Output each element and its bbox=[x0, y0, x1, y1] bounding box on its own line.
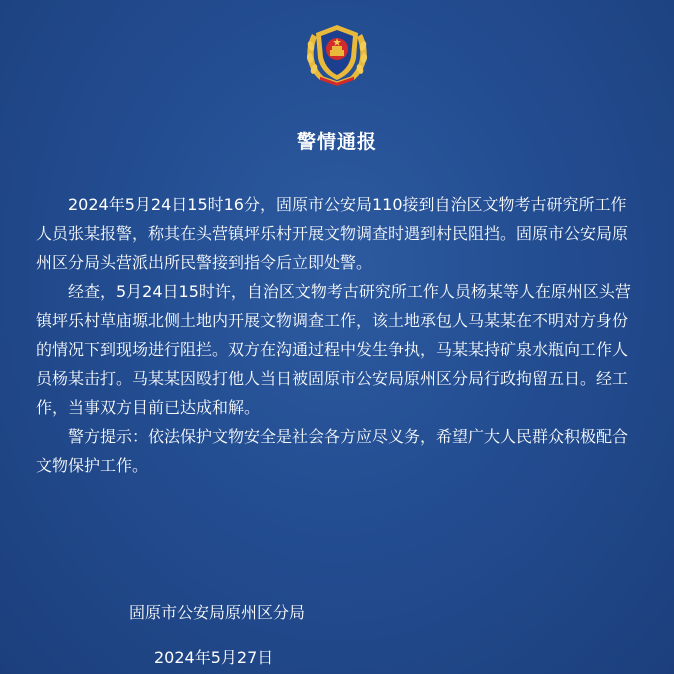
issuer-signature: 固原市公安局原州区分局 bbox=[129, 603, 306, 622]
notice-paragraph: 经查，5月24日15时许，自治区文物考古研究所工作人员杨某等人在原州区头营镇坪乐村草庙塬北侧土地内开展文物调查工作，该土地承包人马某某在不明对方身份的情况下到现场进行阻拦。双方在沟通过程中发生争执，马某某持矿泉水瓶向工作人员杨某击打。马某某因殴打他人当日被固原市公安局原州区分局行政拘留五日。经工作，当事双方目前已达成和解。 bbox=[36, 282, 631, 417]
police-emblem-icon bbox=[302, 22, 372, 88]
notice-title: 警情通报 bbox=[296, 131, 377, 153]
notice-body bbox=[36, 190, 640, 480]
issue-date: 2024年5月27日 bbox=[154, 648, 274, 667]
notice-paragraph: 2024年5月24日15时16分，固原市公安局110接到自治区文物考古研究所工作人员张某报警，称其在头营镇坪乐村开展文物调查时遇到村民阻挡。固原市公安局原州区分局头营派出所民警接到指令后立即处警。 bbox=[36, 195, 629, 272]
notice-paragraph: 警方提示：依法保护文物安全是社会各方应尽义务，希望广大人民群众积极配合文物保护工作。 bbox=[36, 427, 629, 475]
